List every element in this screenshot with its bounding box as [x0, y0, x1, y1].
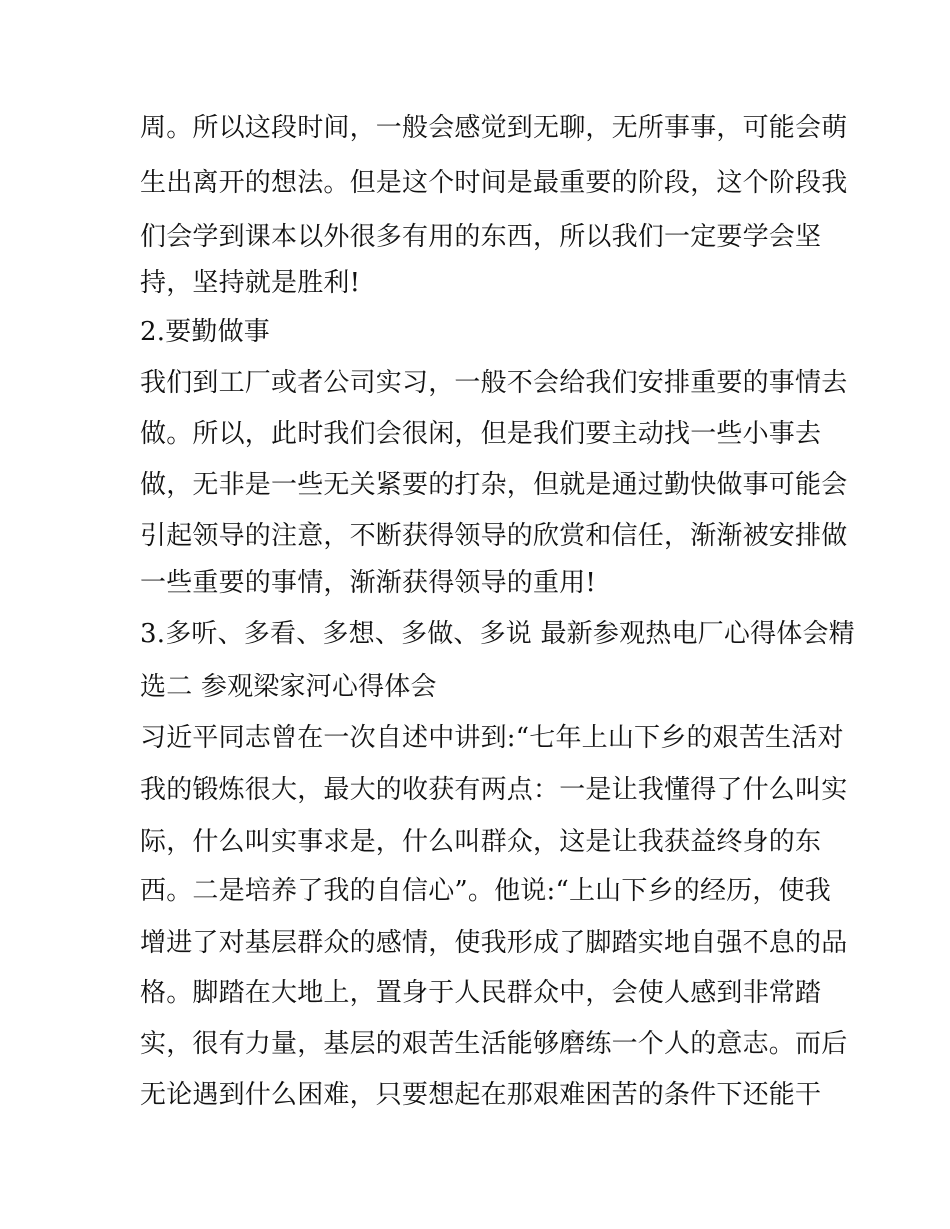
text-line: 际，什么叫实事求是，什么叫群众，这是让我获益终身的东 — [140, 827, 822, 857]
text-line: 习近平同志曾在一次自述中讲到:“七年上山下乡的艰苦生活对 — [140, 723, 844, 753]
text-line: 们会学到课本以外很多有用的东西，所以我们一定要学会坚 — [140, 222, 822, 252]
text-line: 我的锻炼很大，最大的收获有两点：一是让我懂得了什么叫实 — [140, 775, 848, 805]
text-line: 持，坚持就是胜利! — [140, 268, 361, 298]
section-heading: 3.多听、多看、多想、多做、多说 最新参观热电厂心得体会精 — [140, 619, 855, 649]
text-line: 引起领导的注意，不断获得领导的欣赏和信任，渐渐被安排做 — [140, 521, 848, 551]
text-line: 生出离开的想法。但是这个时间是最重要的阶段，这个阶段我 — [140, 168, 848, 198]
text-line: 无论遇到什么困难，只要想起在那艰难困苦的条件下还能干 — [140, 1080, 822, 1110]
text-line: 格。脚踏在大地上，置身于人民群众中，会使人感到非常踏 — [140, 978, 822, 1008]
text-line: 做。所以，此时我们会很闲，但是我们要主动找一些小事去 — [140, 419, 822, 449]
text-line: 西。二是培养了我的自信心”。他说:“上山下乡的经历，使我 — [140, 876, 831, 906]
text-line: 一些重要的事情，渐渐获得领导的重用! — [140, 568, 597, 598]
text-line: 做，无非是一些无关紧要的打杂，但就是通过勤快做事可能会 — [140, 470, 848, 500]
section-heading: 选二 参观梁家河心得体会 — [140, 672, 437, 702]
section-heading: 2.要勤做事 — [140, 317, 271, 347]
text-line: 实，很有力量，基层的艰苦生活能够磨练一个人的意志。而后 — [140, 1029, 848, 1059]
text-line: 周。所以这段时间，一般会感觉到无聊，无所事事，可能会萌 — [140, 113, 848, 143]
text-line: 我们到工厂或者公司实习，一般不会给我们安排重要的事情去 — [140, 368, 848, 398]
text-line: 增进了对基层群众的感情，使我形成了脚踏实地自强不息的品 — [140, 928, 848, 958]
